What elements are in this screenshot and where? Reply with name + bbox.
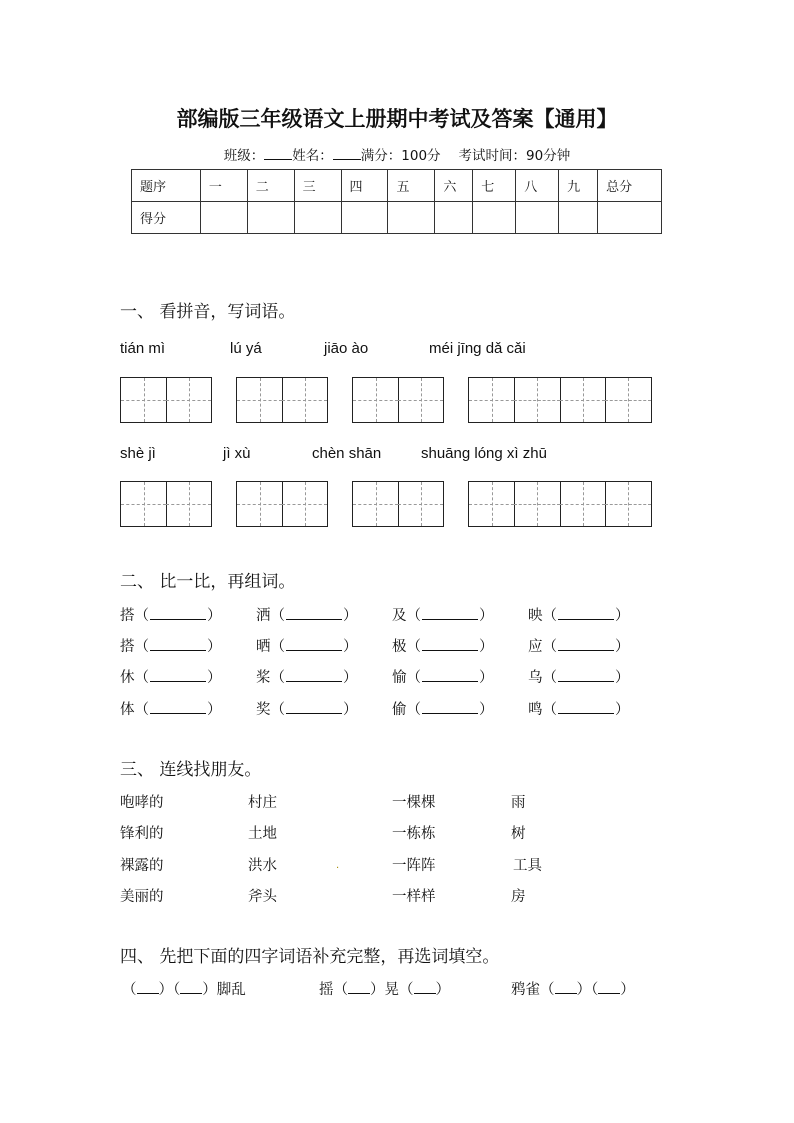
pinyin-label: jì xù (223, 445, 251, 462)
writing-grid[interactable] (352, 377, 444, 423)
score-header-cell: 六 (435, 170, 473, 202)
match-word[interactable]: 雨 (511, 795, 526, 811)
answer-blank[interactable] (137, 983, 159, 994)
score-input-cell[interactable] (294, 202, 341, 234)
compare-item: 极（ ） (392, 639, 494, 655)
answer-blank[interactable] (558, 609, 614, 620)
score-table (131, 169, 662, 234)
answer-blank[interactable] (422, 703, 478, 714)
score-header-cell: 一 (200, 170, 247, 202)
stray-dot: . (336, 860, 340, 871)
compare-item: 应（ ） (528, 639, 630, 655)
score-input-cell[interactable] (559, 202, 598, 234)
answer-blank[interactable] (598, 983, 620, 994)
match-word[interactable]: 洪水 (248, 858, 277, 874)
compare-item: 搭（ ） (120, 639, 222, 655)
score-header-cell: 三 (294, 170, 341, 202)
score-header-cell: 四 (341, 170, 388, 202)
score-input-cell[interactable] (435, 202, 473, 234)
writing-grid[interactable] (352, 481, 444, 527)
pinyin-label: shuāng lóng xì zhū (421, 445, 547, 462)
score-header-cell: 九 (559, 170, 598, 202)
answer-blank[interactable] (558, 640, 614, 651)
compare-item: 桨（ ） (256, 670, 358, 686)
pinyin-label: méi jīng dǎ cǎi (429, 340, 526, 357)
answer-blank[interactable] (558, 703, 614, 714)
answer-blank[interactable] (555, 983, 577, 994)
writing-grid[interactable] (120, 377, 212, 423)
compare-item: 映（ ） (528, 608, 630, 624)
compare-item: 洒（ ） (256, 608, 358, 624)
name-label: 姓名： (292, 148, 333, 164)
score-header-cell: 总分 (598, 170, 662, 202)
writing-grid[interactable] (468, 377, 652, 423)
writing-grid[interactable] (236, 377, 328, 423)
score-input-cell[interactable] (200, 202, 247, 234)
answer-blank[interactable] (150, 640, 206, 651)
idiom-fill-3: 鸦雀（ ）（ ） (511, 982, 635, 998)
writing-grid[interactable] (236, 481, 328, 527)
compare-item: 偷（ ） (392, 702, 494, 718)
section-4-heading: 四、 先把下面的四字词语补充完整，再选词填空。 (120, 947, 500, 967)
compare-item: 晒（ ） (256, 639, 358, 655)
match-word[interactable]: 一阵阵 (392, 858, 436, 874)
compare-item: 乌（ ） (528, 670, 630, 686)
answer-blank[interactable] (422, 640, 478, 651)
match-word[interactable]: 房 (511, 889, 526, 905)
match-word[interactable]: 土地 (248, 826, 277, 842)
answer-blank[interactable] (422, 671, 478, 682)
pinyin-label: chèn shān (312, 445, 382, 462)
match-word[interactable]: 美丽的 (120, 889, 164, 905)
match-word[interactable]: 工具 (513, 858, 542, 874)
score-header-cell: 题序 (132, 170, 201, 202)
score-input-cell[interactable] (598, 202, 662, 234)
match-word[interactable]: 一栋栋 (392, 826, 436, 842)
idiom-fill-1: （ ）（ ）脚乱 (122, 982, 246, 998)
class-label: 班级： (223, 148, 265, 164)
match-word[interactable]: 锋利的 (120, 826, 164, 842)
score-header-cell: 五 (388, 170, 435, 202)
section-2-heading: 二、 比一比，再组词。 (120, 572, 296, 592)
score-label: 满分：100分 (360, 148, 441, 164)
time-label: 考试时间：90分钟 (458, 148, 571, 164)
score-value-row (132, 202, 662, 234)
compare-item: 休（ ） (120, 670, 222, 686)
answer-blank[interactable] (414, 983, 436, 994)
score-header-cell: 八 (516, 170, 559, 202)
score-header-cell: 七 (473, 170, 516, 202)
answer-blank[interactable] (286, 609, 342, 620)
answer-blank[interactable] (150, 609, 206, 620)
compare-item: 体（ ） (120, 702, 222, 718)
idiom-fill-2: 摇（ ）晃（ ） (319, 982, 450, 998)
compare-item: 搭（ ） (120, 608, 222, 624)
section-3-heading: 三、 连线找朋友。 (120, 760, 262, 780)
answer-blank[interactable] (180, 983, 202, 994)
score-input-cell[interactable] (473, 202, 516, 234)
compare-item: 奖（ ） (256, 702, 358, 718)
name-blank[interactable] (333, 147, 361, 160)
compare-item: 愉（ ） (392, 670, 494, 686)
match-word[interactable]: 斧头 (248, 889, 277, 905)
compare-item: 鸣（ ） (528, 702, 630, 718)
score-header-cell: 二 (247, 170, 294, 202)
writing-grid[interactable] (120, 481, 212, 527)
pinyin-label: tián mì (120, 340, 166, 357)
answer-blank[interactable] (286, 671, 342, 682)
pinyin-label: lú yá (230, 340, 262, 357)
answer-blank[interactable] (286, 703, 342, 714)
score-input-cell[interactable] (516, 202, 559, 234)
match-word[interactable]: 树 (511, 826, 526, 842)
answer-blank[interactable] (422, 609, 478, 620)
answer-blank[interactable] (150, 671, 206, 682)
score-input-cell[interactable] (341, 202, 388, 234)
answer-blank[interactable] (286, 640, 342, 651)
compare-item: 及（ ） (392, 608, 494, 624)
page-title: 部编版三年级语文上册期中考试及答案【通用】 (176, 107, 618, 131)
section-1-heading: 一、 看拼音，写词语。 (120, 302, 296, 322)
score-input-cell[interactable] (247, 202, 294, 234)
answer-blank[interactable] (558, 671, 614, 682)
match-word[interactable]: 一棵棵 (392, 795, 436, 811)
match-word[interactable]: 咆哮的 (120, 795, 164, 811)
answer-blank[interactable] (348, 983, 370, 994)
score-input-cell[interactable] (388, 202, 435, 234)
answer-blank[interactable] (150, 703, 206, 714)
match-word[interactable]: 裸露的 (120, 858, 164, 874)
pinyin-label: jiāo ào (324, 340, 369, 357)
score-row-label: 得分 (132, 202, 201, 234)
pinyin-label: shè jì (120, 445, 156, 462)
class-blank[interactable] (264, 147, 292, 160)
score-header-row (132, 170, 662, 202)
writing-grid[interactable] (468, 481, 652, 527)
exam-info (0, 144, 794, 164)
match-word[interactable]: 村庄 (248, 795, 277, 811)
match-word[interactable]: 一样样 (392, 889, 436, 905)
